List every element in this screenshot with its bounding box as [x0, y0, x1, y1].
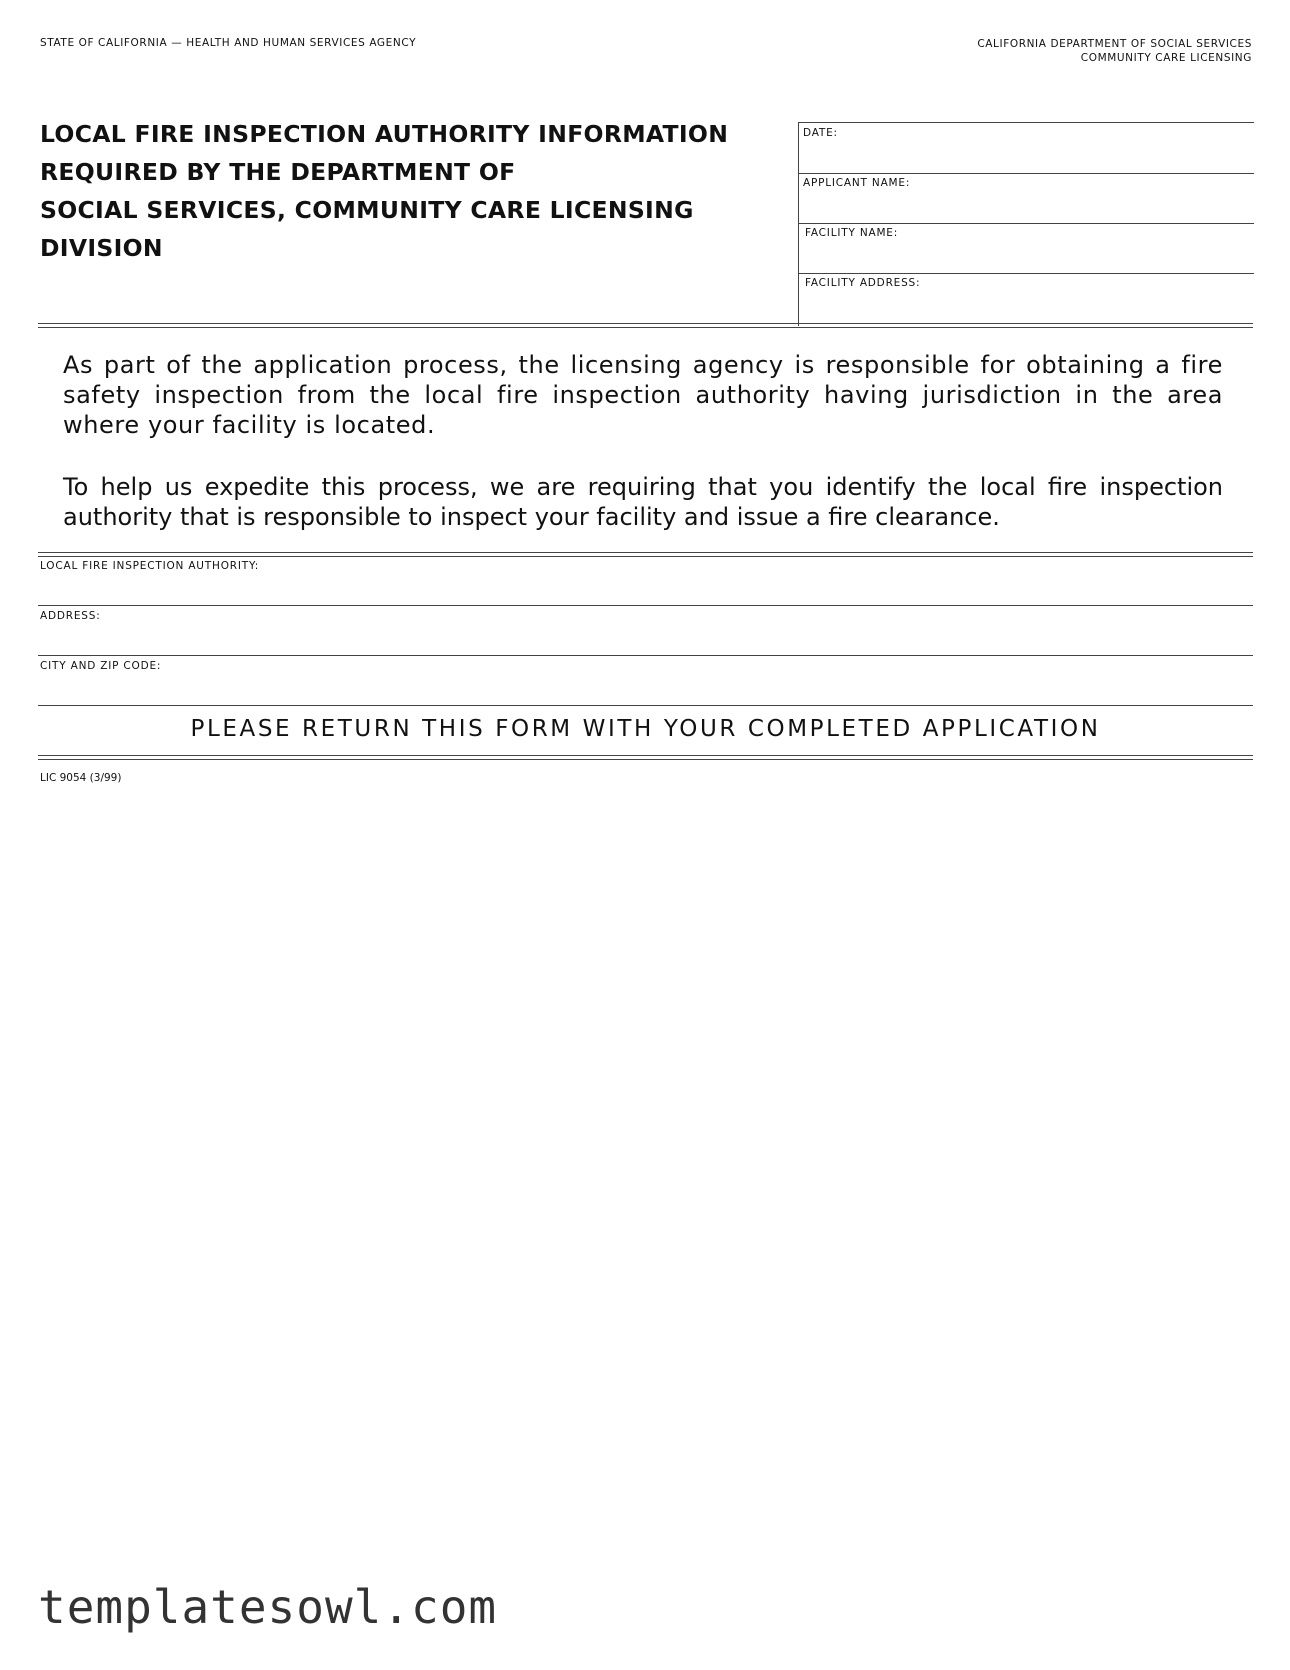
form-title-line-4: DIVISION — [40, 234, 163, 262]
facility-name-field[interactable] — [799, 223, 1254, 274]
applicant-name-field[interactable] — [799, 173, 1254, 224]
body-divider — [38, 552, 1253, 557]
form-number: LIC 9054 (3/99) — [40, 772, 122, 784]
instructions-paragraph-2: To help us expedite this process, we are requiring that you identify the local fire inspection authority that is responsible to inspect your facility and issue a fire clearance. — [63, 473, 1223, 531]
form-title-line-1: LOCAL FIRE INSPECTION AUTHORITY INFORMATION — [40, 120, 729, 148]
form-title — [40, 115, 770, 267]
city-zip-label: CITY AND ZIP CODE: — [40, 660, 162, 672]
form-title-line-3: SOCIAL SERVICES, COMMUNITY CARE LICENSING — [40, 196, 694, 224]
authority-label: LOCAL FIRE INSPECTION AUTHORITY: — [40, 560, 260, 572]
facility-name-label: FACILITY NAME: — [805, 227, 899, 239]
return-instruction: PLEASE RETURN THIS FORM WITH YOUR COMPLETED APPLICATION — [190, 716, 1101, 742]
form-title-line-2: REQUIRED BY THE DEPARTMENT OF — [40, 158, 516, 186]
footer-divider — [38, 755, 1253, 760]
applicant-name-label: APPLICANT NAME: — [803, 177, 911, 189]
header-divider — [38, 323, 1253, 328]
watermark-text: templatesowl.com — [38, 1580, 498, 1634]
facility-address-field[interactable] — [799, 273, 1254, 326]
address-label: ADDRESS: — [40, 610, 101, 622]
agency-name-right — [977, 37, 1252, 65]
date-label: DATE: — [803, 127, 838, 139]
facility-address-label: FACILITY ADDRESS: — [805, 277, 921, 289]
agency-name-left: STATE OF CALIFORNIA — HEALTH AND HUMAN SERVICES AGENCY — [40, 37, 417, 49]
date-field[interactable] — [799, 123, 1254, 174]
authority-field-line — [38, 605, 1253, 606]
department-name: CALIFORNIA DEPARTMENT OF SOCIAL SERVICES — [977, 38, 1252, 50]
applicant-info-box — [798, 122, 1254, 326]
instructions-paragraph-1: As part of the application process, the licensing agency is responsible for obtaining a fire safety inspection from the local fire inspection authority having jurisdiction in the area where your facility is located. — [63, 351, 1223, 439]
address-field-line — [38, 655, 1253, 656]
city-zip-field-line — [38, 705, 1253, 706]
division-name: COMMUNITY CARE LICENSING — [1080, 52, 1252, 64]
